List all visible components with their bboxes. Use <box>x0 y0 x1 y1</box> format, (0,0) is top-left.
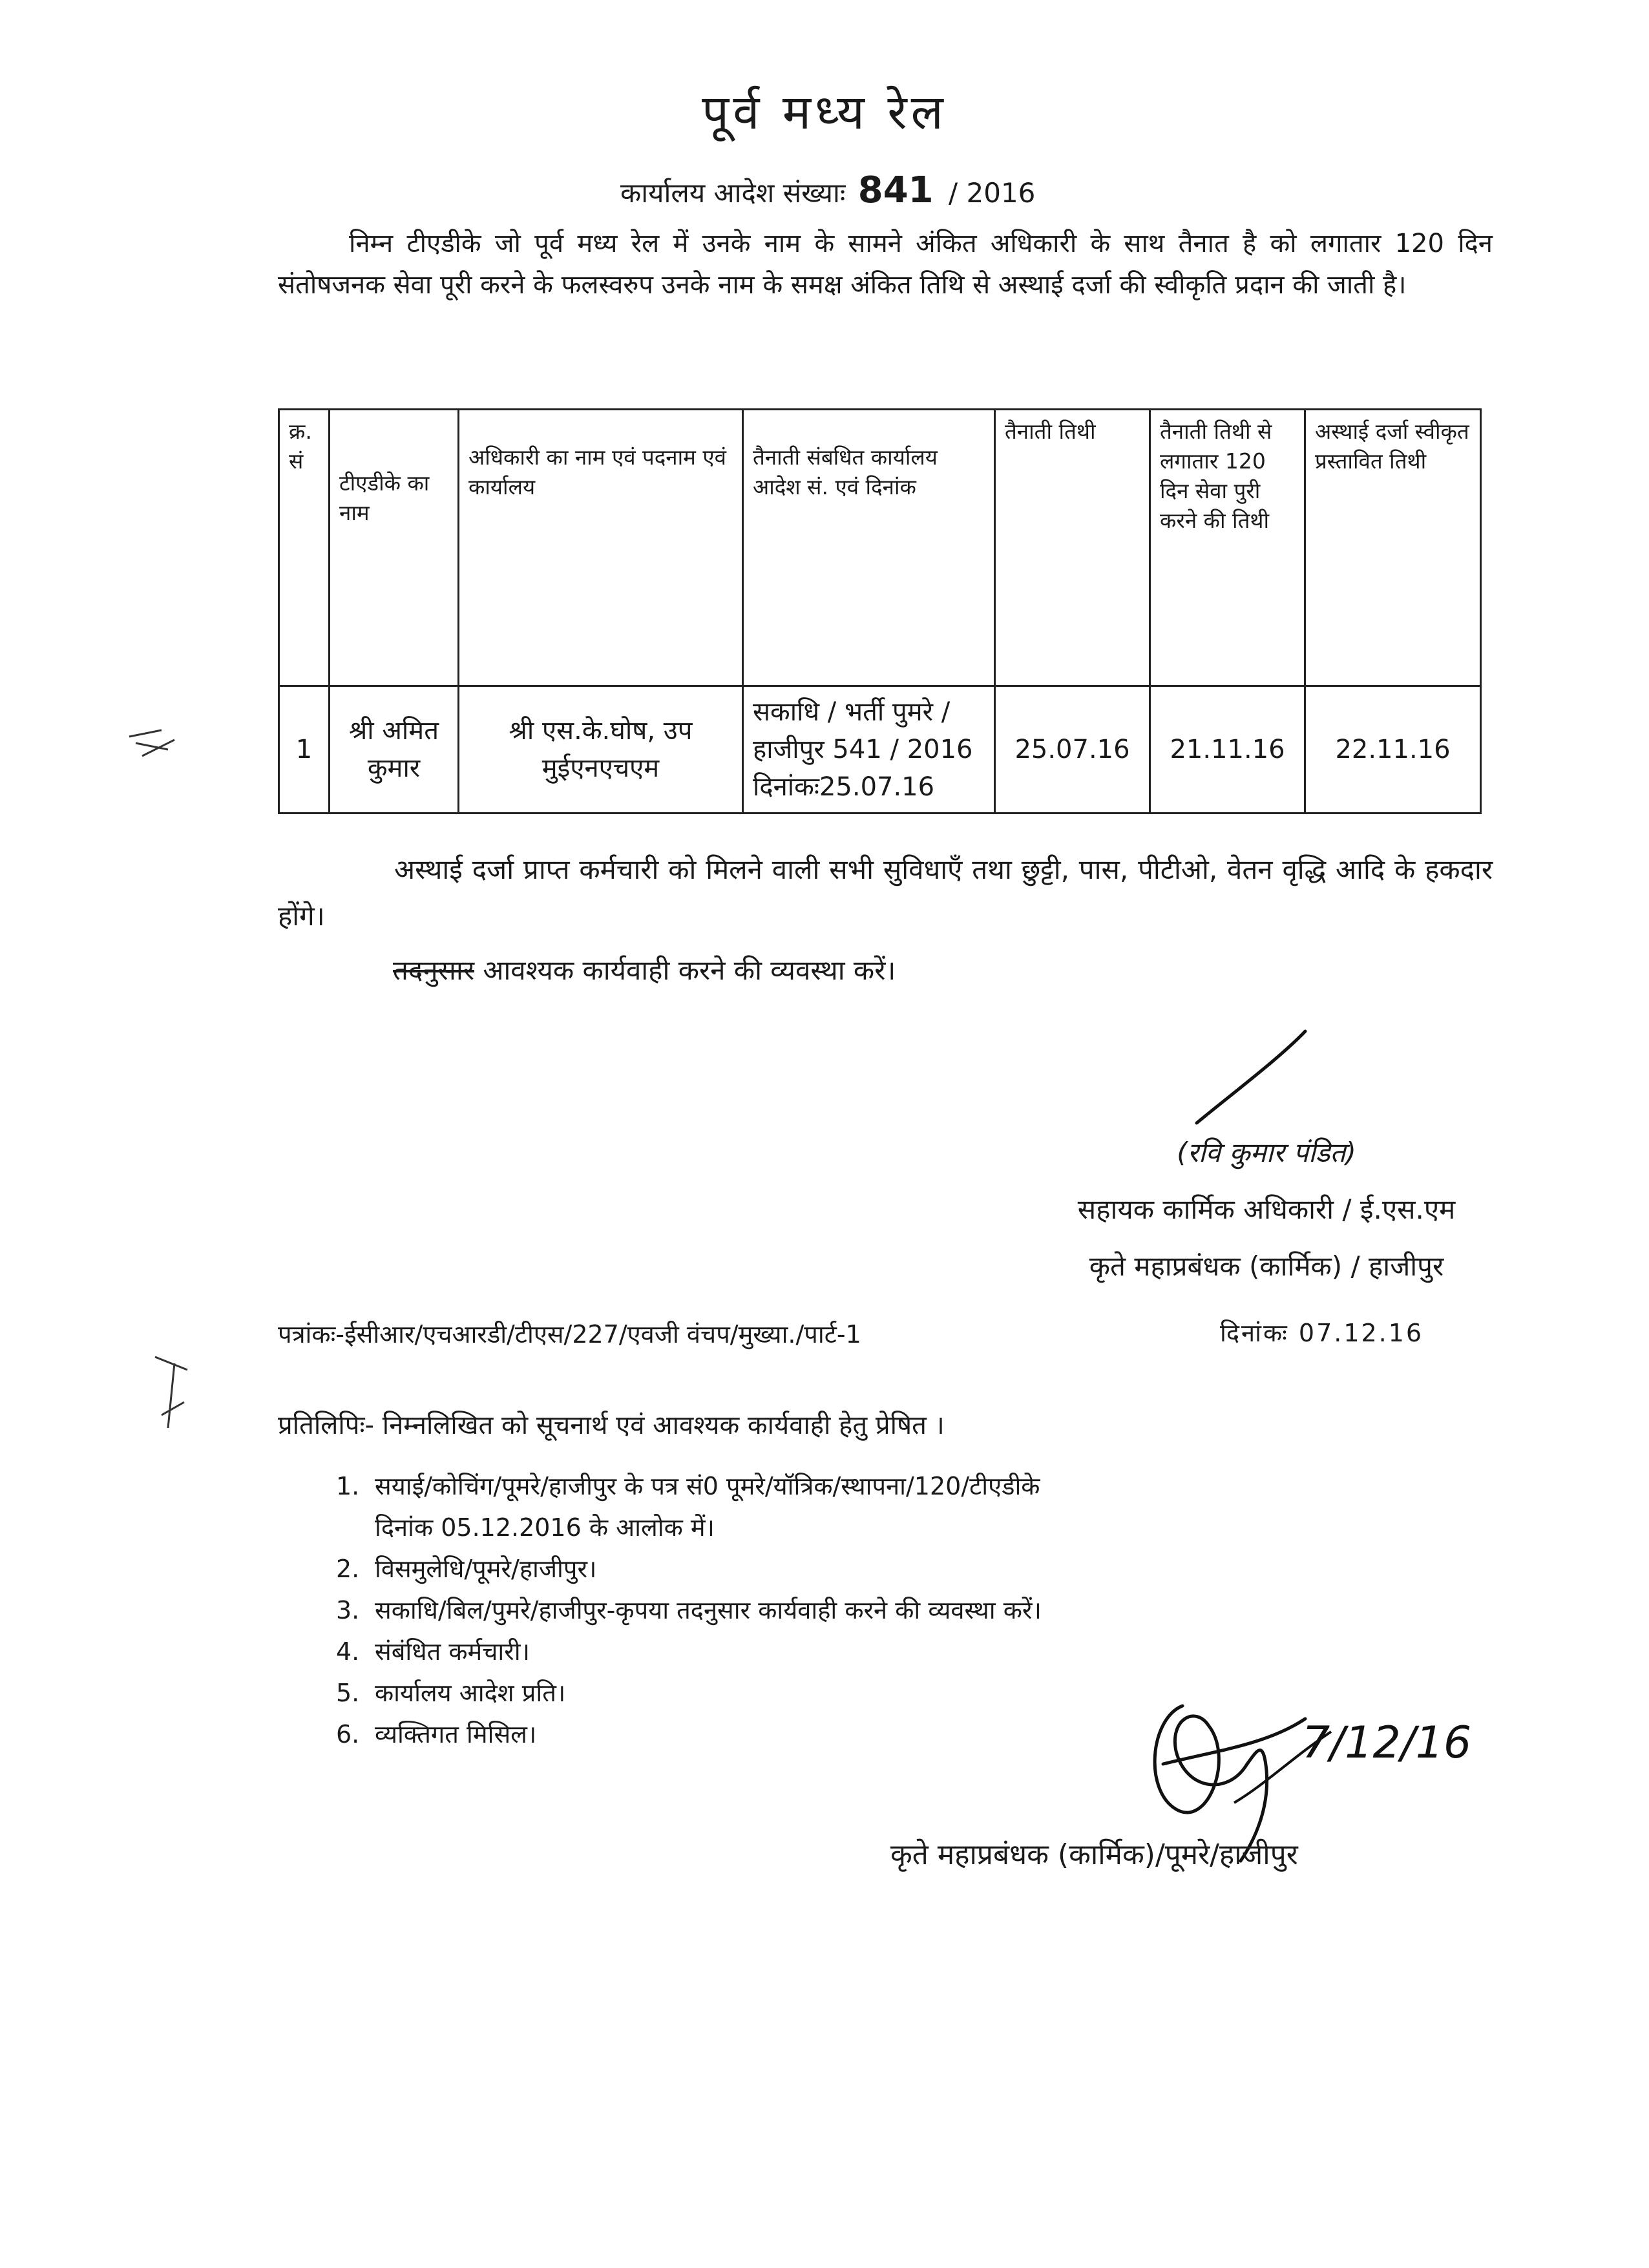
list-item: 5. कार्यालय आदेश प्रति। <box>336 1679 566 1707</box>
list-item: 3. सकाधि/बिल/पुमरे/हाजीपुर-कृपया तदनुसार कार्यवाही करने की व्यवस्था करें। <box>336 1596 1042 1624</box>
header-completion-date: तैनाती तिथी से लगातार 120 दिन सेवा पुरी करने की तिथी <box>1150 410 1305 686</box>
signatory-for: कृते महाप्रबंधक (कार्मिक) / हाजीपुर <box>1089 1250 1444 1282</box>
handwritten-date: 7/12/16 <box>1302 1717 1472 1769</box>
intro-paragraph <box>278 223 1493 306</box>
signatory-block <box>1034 1124 1499 1295</box>
header-tadk-name: टीएडीके का नाम <box>330 410 459 686</box>
footer-signatory: कृते महाप्रबंधक (कार्मिक)/पूमरे/हाजीपुर <box>890 1838 1298 1871</box>
staff-table <box>278 408 1482 814</box>
header-order-ref: तैनाती संबधित कार्यालय आदेश सं. एवं दिनांक <box>743 410 995 686</box>
order-year: / 2016 <box>949 177 1036 209</box>
scan-mark <box>149 1350 194 1441</box>
copy-to-heading: प्रतिलिपिः- निम्नलिखित को सूचनार्थ एवं आवश्यक कार्यवाही हेतु प्रेषित । <box>278 1411 945 1440</box>
cell-officer: श्री एस.के.घोष, उप मुईएनएचएम <box>459 686 743 814</box>
header-officer: अधिकारी का नाम एवं पदनाम एवं कार्यालय <box>459 410 743 686</box>
cell-order-ref: सकाधि / भर्ती पुमरे / हाजीपुर 541 / 2016 दिनांकः25.07.16 <box>743 686 995 814</box>
cell-sno: 1 <box>279 686 330 814</box>
header-temp-status-date: अस्थाई दर्जा स्वीकृत प्रस्तावित तिथी <box>1305 410 1481 686</box>
scan-mark <box>123 724 181 762</box>
struck-word: तदनुसार <box>393 954 475 986</box>
cell-tadk-name: श्री अमित कुमार <box>330 686 459 814</box>
list-item: 1. सयाई/कोचिंग/पूमरे/हाजीपुर के पत्र सं0 पूमरे/यॉत्रिक/स्थापना/120/टीएडीके दिनांक 05.12.2016 के आलोक में। <box>336 1472 1040 1542</box>
action-paragraph <box>393 947 896 994</box>
document-title: पूर्व मध्य रेल <box>702 85 947 140</box>
cell-completion-date: 21.11.16 <box>1150 686 1305 814</box>
header-sno: क्र. सं <box>279 410 330 686</box>
cell-temp-status-date: 22.11.16 <box>1305 686 1481 814</box>
order-prefix: कार्यालय आदेश संख्याः <box>620 177 846 209</box>
letter-date: दिनांकः 07.12.16 <box>1220 1319 1424 1347</box>
signatory-name: (रवि कुमार पंडित) <box>1177 1137 1356 1168</box>
entitlement-text: अस्थाई दर्जा प्राप्त कर्मचारी को मिलने वाली सभी सुविधाएँ तथा छुट्टी, पास, पीटीओ, वेतन वृद्धि आदि के हकदार होंगे। <box>278 854 1493 932</box>
list-item: 6. व्यक्तिगत मिसिल। <box>336 1720 537 1748</box>
signature-stroke <box>1189 1026 1318 1129</box>
list-item: 2. विसमुलेधि/पूमरे/हाजीपुर। <box>336 1555 597 1583</box>
signatory-designation: सहायक कार्मिक अधिकारी / ई.एस.एम <box>1077 1193 1456 1225</box>
table-header-row <box>279 410 1481 686</box>
header-posting-date: तैनाती तिथी <box>995 410 1150 686</box>
intro-text: निम्न टीएडीके जो पूर्व मध्य रेल में उनके नाम के सामने अंकित अधिकारी के साथ तैनात है को लगातार 120 दिन संतोषजनक सेवा पूरी करने के फलस्वरुप उनके नाम के समक्ष अंकित तिथि से अस्थाई दर्जा की स्वीकृति प्रदान की जाती है। <box>278 229 1493 300</box>
list-item: 4. संबंधित कर्मचारी। <box>336 1637 530 1666</box>
table-row <box>279 686 1481 814</box>
action-text: आवश्यक कार्यवाही करने की व्यवस्था करें। <box>474 954 896 986</box>
order-number: 841 <box>857 169 934 211</box>
letter-reference: पत्रांकः-ईसीआर/एचआरडी/टीएस/227/एवजी वंचप/मुख्या./पार्ट-1 <box>278 1320 861 1349</box>
entitlement-paragraph <box>278 846 1493 940</box>
office-order-number <box>620 169 1035 211</box>
cell-posting-date: 25.07.16 <box>995 686 1150 814</box>
